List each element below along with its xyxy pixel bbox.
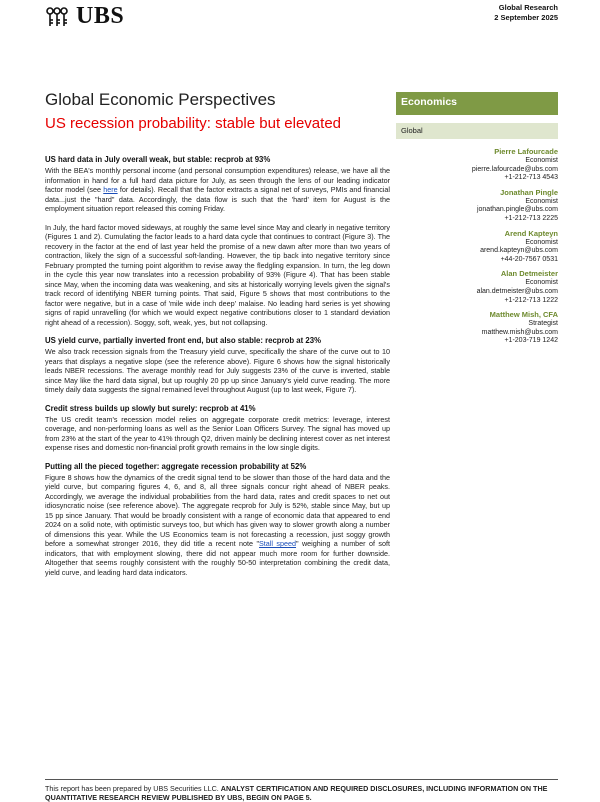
- keys-logo-icon: [44, 6, 70, 28]
- paragraph: [45, 473, 390, 578]
- page-title: Global Economic Perspectives: [45, 90, 276, 109]
- author-name: Arend Kapteyn: [504, 228, 558, 238]
- ubs-logo: [44, 3, 124, 30]
- author-name: Alan Detmeister: [500, 269, 558, 279]
- report-meta: [494, 3, 558, 23]
- disclosure-footer: [45, 779, 558, 802]
- page-subtitle: US recession probability: stable but elevated: [45, 115, 342, 132]
- author-phone: +1-212-713 2225: [504, 214, 558, 222]
- paragraph: We also track recession signals from the Treasury yield curve, specifically the share of the curve out to 10 years that displays a negative slope (see the reference above). Figure 6 shows how the signal historically leads NBER recessions. The average monthly read for July suggests 23% of the curve is inverted, stable since May like the hard data signal, but up roughly 20 pp up since January's yield curve reading. The more timely daily data suggests the signal remained level throughout August (up to last week, Figure 7).: [45, 347, 390, 394]
- research-label: Global Research: [498, 3, 558, 12]
- author-card: [396, 147, 558, 183]
- author-name: Pierre Lafourcade: [494, 147, 558, 156]
- region-band: Global: [396, 123, 558, 139]
- section-heading-credit: Credit stress builds up slowly but surely: recprob at 41%: [45, 403, 256, 413]
- author-phone: +1-212-713 1222: [504, 296, 558, 304]
- paragraph-text: for details). Recall that the factor extracts a signal net of surveys, PMIs and financial data...just the "hard" data. Accordingly, the data flow is such that the 'hard' item for August is the employment situation report released this coming Friday.: [45, 185, 390, 213]
- paragraph-text: " weighing a number of soft indicators, that with employment slowing, there did not appear much more room for further downside. Altogether that seems roughly consistent with the roughly 50-50 interpretation combining the credit data, yield curve, and leading hard data indicators.: [45, 539, 390, 577]
- author-phone: +44-20-7567 0531: [500, 255, 558, 263]
- author-role: Strategist: [528, 320, 558, 328]
- author-email[interactable]: arend.kapteyn@ubs.com: [480, 247, 558, 255]
- here-link[interactable]: here: [103, 185, 118, 194]
- brand-name: UBS: [76, 3, 125, 29]
- author-name: Jonathan Pingle: [500, 187, 558, 197]
- sidebar: [396, 92, 558, 351]
- author-name: Matthew Mish, CFA: [489, 310, 558, 320]
- footer-disclosure: ANALYST CERTIFICATION AND REQUIRED DISCLOSURES, INCLUDING INFORMATION ON THE QUANTITATIVE RESEARCH REVIEW PUBLISHED BY UBS, BEGIN ON PAGE 5.: [45, 784, 548, 802]
- author-card: [396, 188, 558, 224]
- paragraph: [45, 166, 390, 214]
- section-heading-yield-curve: US yield curve, partially inverted front end, but also stable: recprob at 23%: [45, 336, 321, 345]
- report-body: [45, 155, 390, 577]
- author-phone: +1-203-719 1242: [504, 337, 558, 345]
- paragraph-text: Figure 8 shows how the dynamics of the credit signal tend to be slower than those of the hard data and the yield curve, but comparing figures 4, 6, and 8, all three signals concur right ahead of NBER peaks. Accordingly, we average the individual probabilities from the hard data, rates and credit spaces to net out idiosyncratic noise (see reference above). The aggregate recprob for July is 52%, stable since May, but up 15 pp since January. That would be broadly consistent with a range of economic data that appeared to end 2024 on a solid note, with optimistic surveys too, but which has given way to slower growth along a number of dimensions this year. While the US Economics team is not forecasting a recession, just soggy growth before a somewhat stronger 2016, they did title a recent note ": [45, 472, 390, 548]
- author-role: Economist: [525, 279, 558, 287]
- paragraph: The US credit team's recession model relies on aggregate corporate credit metrics: leverage, interest coverage, and non-performing loans as well as the Senior Loan Officers Survey. The signal has moved up from 23% at the start of the year to 41% through Q2, driven mainly be declining interest cover as net interest expense rises and domestic non-financial profit growth remains in the low single digits.: [45, 414, 390, 452]
- paragraph: In July, the hard factor moved sideways, at roughly the same level since May and clearly in negative territory (Figures 1 and 2). Cumulating the factor leads to a hard data cycle that continues to contract (Figure 3). The recovery in the factor at the end of last year held the promise of a new dawn after more than two years of contraction, likely the sign of a successful soft-landing. However, the tip back into negative territory since February prompted the turning point algorithm to revise away the fledgling expansion. In turn, the leg down in the cycle this year now translates into a recession probability of 93% (Figure 4). That has been stable since May, when the incoming data was weakening, and sits at historically worrying levels given the signal's track record of identifying NBER turning points. That said, Figure 5 shows that most contributions to the factor were negative, but in a case of 'mile wide inch deep' malaise. No leading hard series is yet showing signs of rapid unravelling (for which we would expect negative contributions closer to 1 standard deviation right ahead of a recession). Soggy, soft, weak, yes, but not collapsing.: [45, 222, 390, 327]
- footer-text: This report has been prepared by UBS Securities LLC.: [45, 784, 221, 793]
- author-card: [396, 229, 558, 265]
- author-role: Economist: [525, 197, 558, 205]
- author-card: [396, 269, 558, 305]
- author-email[interactable]: jonathan.pingle@ubs.com: [476, 206, 558, 214]
- author-email[interactable]: alan.detmeister@ubs.com: [476, 287, 558, 295]
- section-band: Economics: [396, 92, 558, 115]
- author-list: [396, 147, 558, 346]
- author-email[interactable]: pierre.lafourcade@ubs.com: [471, 165, 558, 173]
- author-phone: +1-212-713 4543: [504, 174, 558, 182]
- author-email[interactable]: matthew.mish@ubs.com: [481, 328, 558, 336]
- section-heading-hard-data: US hard data in July overall weak, but stable: recprob at 93%: [45, 155, 271, 164]
- report-date: 2 September 2025: [494, 13, 558, 22]
- author-role: Economist: [525, 157, 558, 164]
- paragraph-text: With the BEA's monthly personal income (and personal consumption expenditures) release, we have all the information in hand for a full hard data picture for July, as seen through the lens of our leading indicator factor model (see: [45, 166, 390, 194]
- author-role: Economist: [525, 238, 558, 246]
- author-card: [396, 310, 558, 346]
- stall-speed-link[interactable]: Stall speed: [259, 539, 297, 548]
- section-heading-aggregate: Putting all the pieced together: aggregate recession probability at 52%: [45, 461, 307, 471]
